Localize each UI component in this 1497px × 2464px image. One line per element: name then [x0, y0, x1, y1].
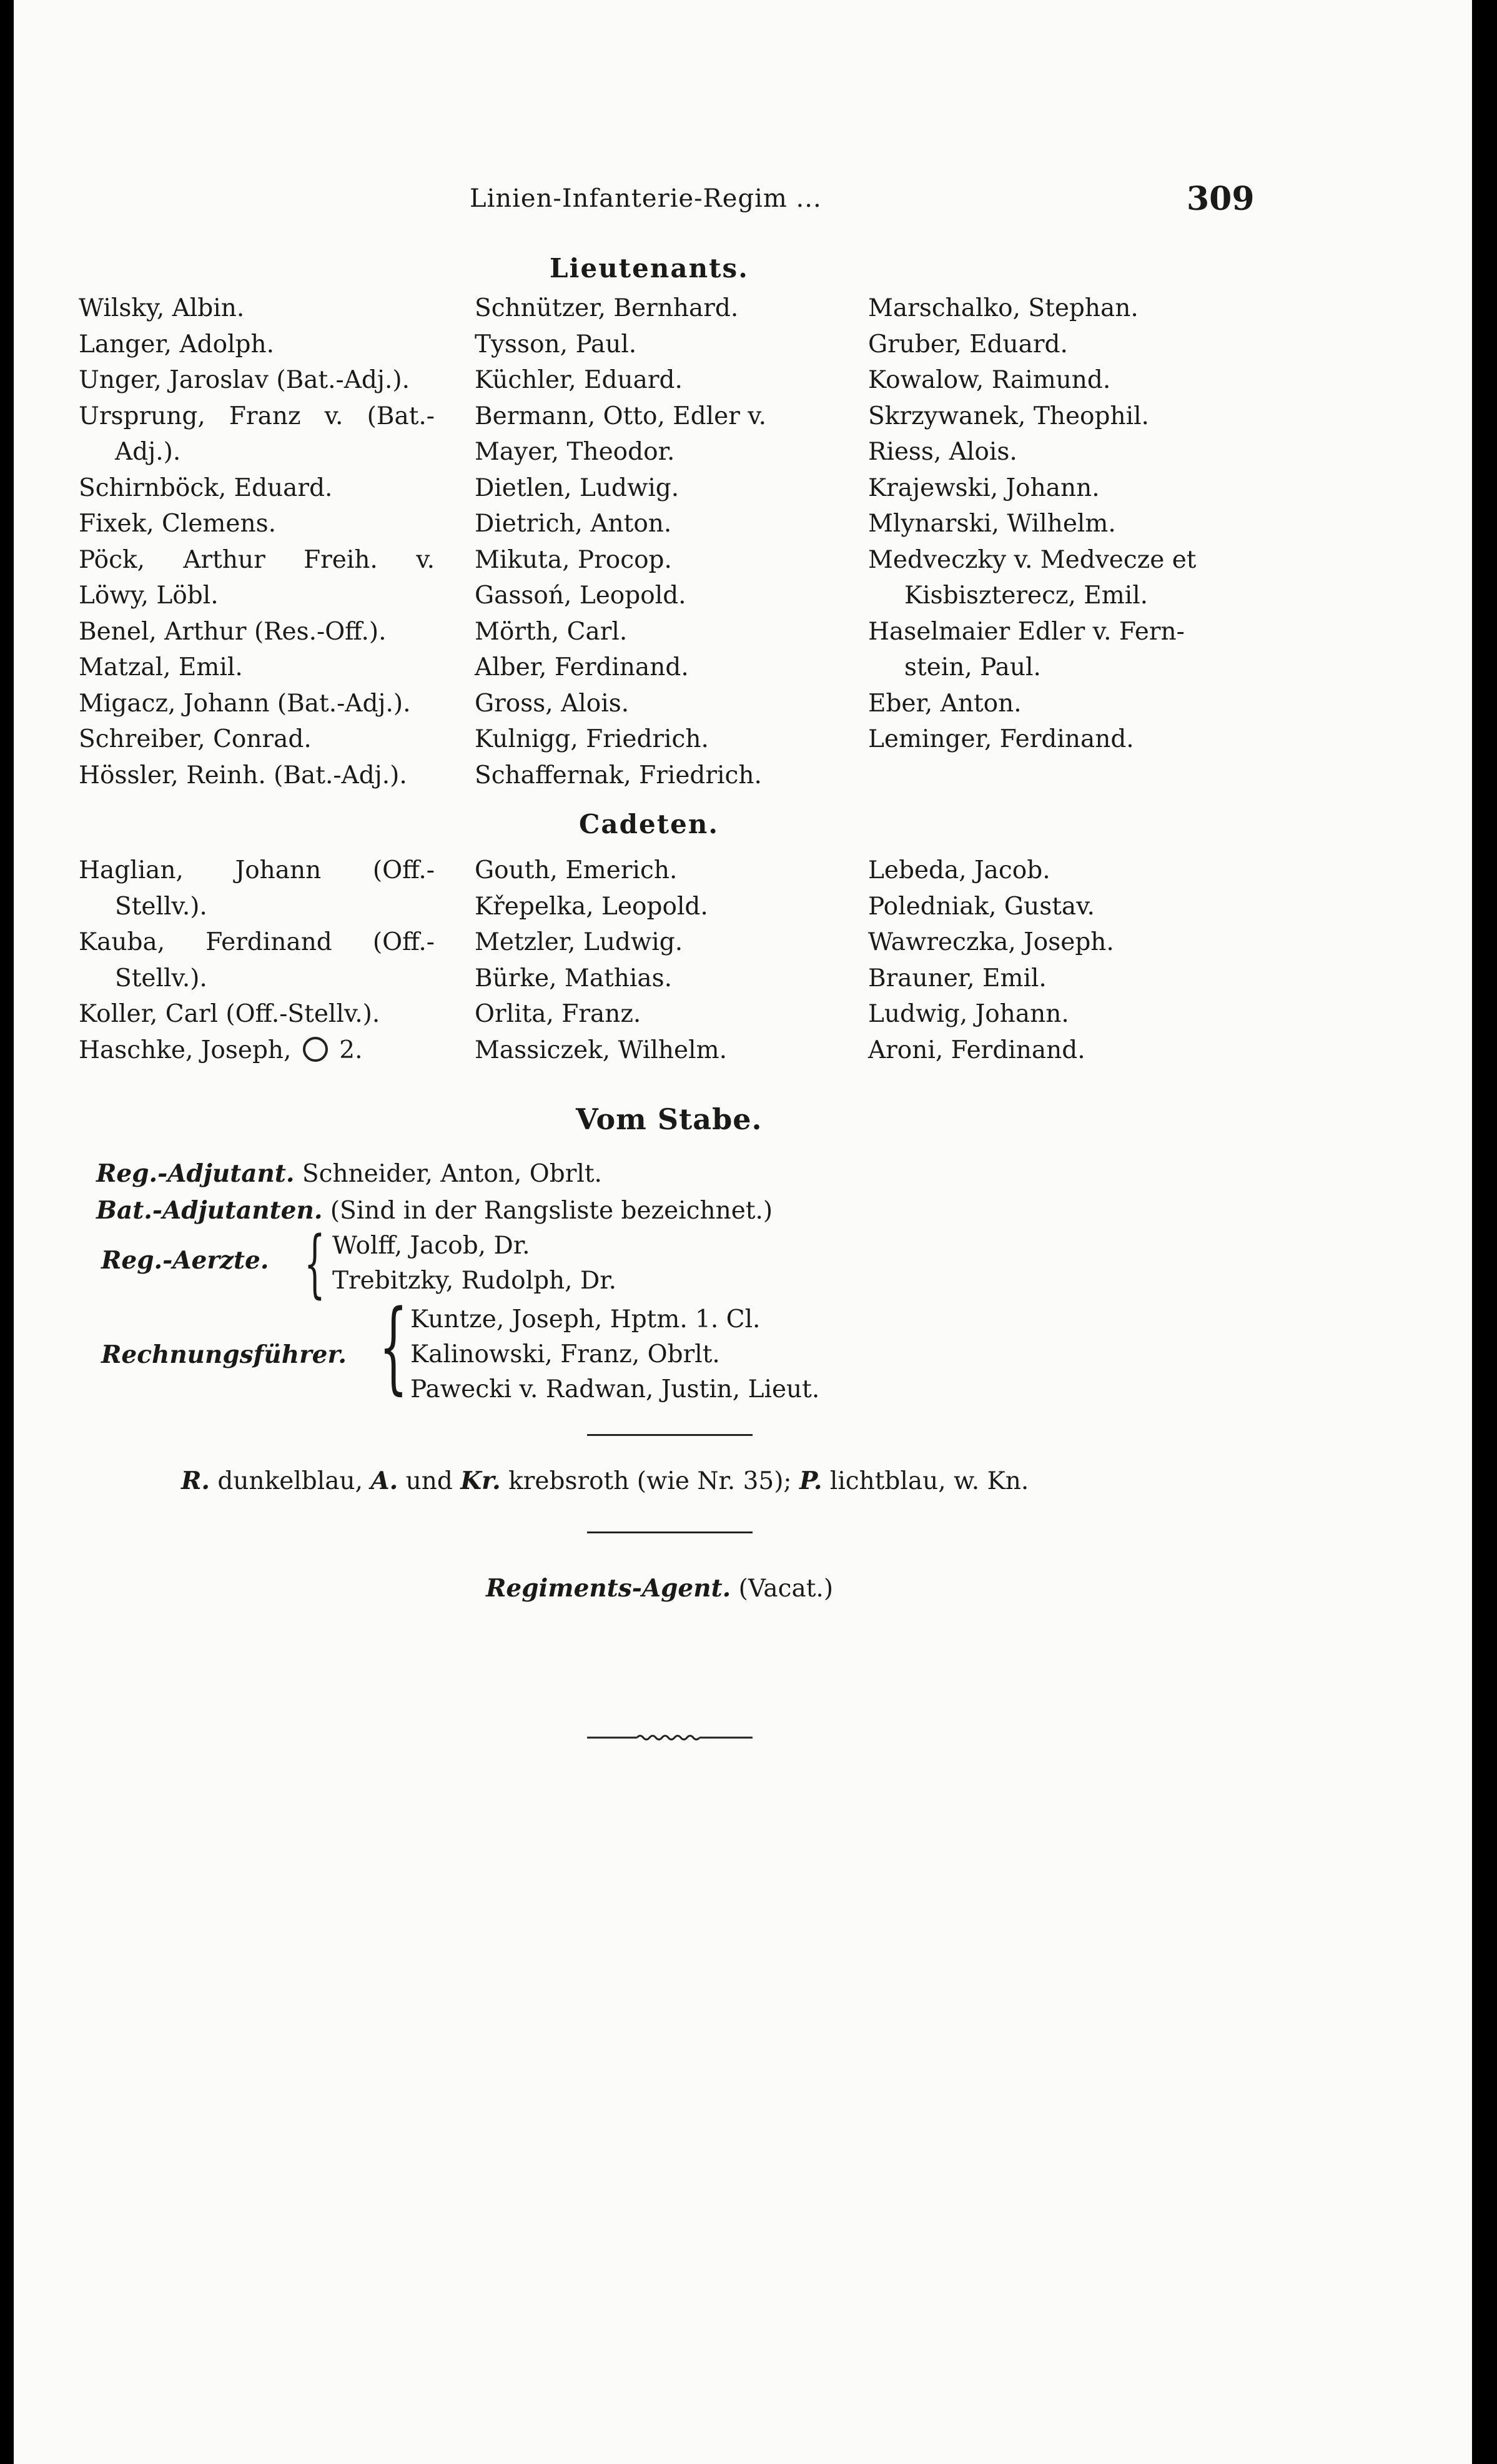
list-item: Mörth, Carl.	[475, 617, 628, 646]
reg-aerzte-line: Wolff, Jacob, Dr.	[332, 1232, 530, 1260]
list-item	[79, 924, 435, 961]
regiments-agent-label: Regiments-Agent.	[486, 1574, 731, 1603]
word: (Off.-	[372, 856, 435, 884]
reg-aerzte-line: Trebitzky, Rudolph, Dr.	[332, 1267, 616, 1295]
bat-adjutanten-line	[96, 1196, 773, 1225]
section-title-lieutenants: Lieutenants.	[550, 253, 749, 284]
list-item: Benel, Arthur (Res.-Off.).	[79, 617, 387, 646]
list-item	[79, 542, 435, 578]
list-item: Langer, Adolph.	[79, 330, 275, 359]
list-item: Mayer, Theodor.	[475, 438, 675, 466]
word: Arthur	[183, 545, 265, 574]
name-text: Haschke, Joseph,	[79, 1036, 292, 1064]
list-item: Kowalow, Raimund.	[868, 366, 1111, 394]
lieutenants-column-1	[79, 290, 435, 793]
text: krebsroth (wie Nr. 35);	[508, 1467, 792, 1495]
cadeten-column-2	[475, 853, 727, 1068]
list-item: Gross, Alois.	[475, 689, 630, 718]
list-item: Bürke, Mathias.	[475, 964, 673, 992]
list-item: Koller, Carl (Off.-Stellv.).	[79, 1000, 380, 1028]
list-item: Kisbiszterecz, Emil.	[904, 581, 1149, 610]
section-title-cadeten: Cadeten.	[579, 809, 719, 839]
list-item: Ludwig, Johann.	[868, 1000, 1069, 1028]
list-item: Brauner, Emil.	[868, 964, 1047, 992]
list-item: Mlynarski, Wilhelm.	[868, 510, 1116, 538]
cadeten-column-3	[868, 853, 1114, 1068]
list-item: Schnützer, Bernhard.	[475, 294, 739, 322]
list-item: Metzler, Ludwig.	[475, 928, 683, 956]
brace-icon: {	[379, 1288, 408, 1405]
list-item: Aroni, Ferdinand.	[868, 1036, 1085, 1064]
list-item: Křepelka, Leopold.	[475, 892, 708, 921]
word: v.	[324, 402, 343, 430]
list-item: Gassoń, Leopold.	[475, 581, 686, 610]
list-item: Schreiber, Conrad.	[79, 725, 312, 753]
list-item: Riess, Alois.	[868, 438, 1017, 466]
reg-adjutant-label: Reg.-Adjutant.	[96, 1159, 295, 1188]
divider	[587, 1531, 753, 1533]
list-item: Stellv.).	[115, 964, 207, 992]
list-item: Orlita, Franz.	[475, 1000, 641, 1028]
word: (Bat.-	[367, 402, 435, 430]
list-item	[79, 398, 435, 435]
list-item: Skrzywanek, Theophil.	[868, 402, 1149, 430]
list-item: Alber, Ferdinand.	[475, 653, 689, 681]
list-item: Massiczek, Wilhelm.	[475, 1036, 727, 1064]
list-item: Gouth, Emerich.	[475, 856, 678, 884]
list-item: Migacz, Johann (Bat.-Adj.).	[79, 689, 411, 718]
bat-adjutanten-label: Bat.-Adjutanten.	[96, 1196, 323, 1225]
list-item: Dietlen, Ludwig.	[475, 473, 679, 502]
list-item: Tysson, Paul.	[475, 330, 637, 359]
regiments-agent-text: (Vacat.)	[738, 1575, 834, 1603]
word: Johann	[235, 856, 322, 884]
list-item: Hössler, Reinh. (Bat.-Adj.).	[79, 761, 407, 789]
list-item: Schirnböck, Eduard.	[79, 473, 333, 502]
list-item: Küchler, Eduard.	[475, 366, 683, 394]
section-title-vom-stabe: Vom Stabe.	[576, 1102, 763, 1136]
word: Freih.	[304, 545, 378, 574]
list-item: Stellv.).	[115, 892, 207, 921]
list-item	[79, 1032, 435, 1069]
abbrev: Kr.	[460, 1467, 501, 1495]
word: Haglian,	[79, 856, 184, 884]
ornament-divider-icon	[587, 1731, 753, 1744]
abbrev: A.	[370, 1467, 398, 1495]
list-item: Wawreczka, Joseph.	[868, 928, 1114, 956]
list-item: Löwy, Löbl.	[79, 581, 219, 610]
list-item: Adj.).	[115, 438, 181, 466]
lieutenants-column-2	[475, 290, 766, 793]
text: und	[405, 1467, 453, 1495]
word: Pöck,	[79, 545, 146, 574]
list-item: Leminger, Ferdinand.	[868, 725, 1134, 753]
word: Ferdinand	[205, 928, 332, 956]
circle-number: 2.	[339, 1036, 363, 1064]
list-item: Krajewski, Johann.	[868, 473, 1100, 502]
bat-adjutanten-text: (Sind in der Rangsliste bezeichnet.)	[330, 1197, 773, 1225]
rechnungsfuehrer-line: Kalinowski, Franz, Obrlt.	[410, 1340, 720, 1368]
list-item	[79, 853, 435, 889]
abbrev: R.	[181, 1467, 210, 1495]
word: Ursprung,	[79, 402, 205, 430]
list-item: Bermann, Otto, Edler v.	[475, 402, 767, 430]
list-item: Medveczky v. Medvecze et	[868, 545, 1197, 574]
word: Franz	[229, 402, 301, 430]
cadeten-column-1	[79, 853, 435, 1068]
divider	[587, 1434, 753, 1436]
rechnungsfuehrer-line: Pawecki v. Radwan, Justin, Lieut.	[410, 1375, 820, 1403]
abbrev: P.	[799, 1467, 823, 1495]
text: dunkelblau,	[217, 1467, 363, 1495]
lieutenants-column-3	[868, 290, 1196, 758]
rechnungsfuehrer-line: Kuntze, Joseph, Hptm. 1. Cl.	[410, 1305, 761, 1333]
word: (Off.-	[372, 928, 435, 956]
list-item: Mikuta, Procop.	[475, 545, 672, 574]
reg-aerzte-label: Reg.-Aerzte.	[101, 1246, 269, 1275]
reg-adjutant-text: Schneider, Anton, Obrlt.	[302, 1160, 602, 1188]
list-item: Wilsky, Albin.	[79, 294, 245, 322]
text: lichtblau, w. Kn.	[829, 1467, 1029, 1495]
uniform-colors-line	[181, 1467, 1029, 1495]
list-item: Fixek, Clemens.	[79, 510, 277, 538]
list-item: Schaffernak, Friedrich.	[475, 761, 762, 789]
page	[14, 0, 1472, 2464]
list-item: Lebeda, Jacob.	[868, 856, 1050, 884]
list-item: Eber, Anton.	[868, 689, 1022, 718]
circle-symbol-icon	[303, 1037, 328, 1062]
brace-icon: {	[304, 1220, 325, 1306]
list-item: Marschalko, Stephan.	[868, 294, 1139, 322]
list-item: Kulnigg, Friedrich.	[475, 725, 709, 753]
rechnungsfuehrer-label: Rechnungsführer.	[101, 1340, 347, 1369]
list-item: stein, Paul.	[904, 653, 1041, 681]
running-title: Linien-Infanterie-Regim ...	[470, 184, 822, 213]
list-item: Dietrich, Anton.	[475, 510, 672, 538]
word: v.	[416, 545, 435, 574]
list-item: Poledniak, Gustav.	[868, 892, 1095, 921]
word: Kauba,	[79, 928, 166, 956]
reg-adjutant-line	[96, 1159, 602, 1188]
regiments-agent-line	[486, 1574, 833, 1603]
page-number: 309	[1187, 180, 1255, 218]
list-item: Unger, Jaroslav (Bat.-Adj.).	[79, 366, 410, 394]
list-item: Haselmaier Edler v. Fern-	[868, 617, 1185, 646]
list-item: Matzal, Emil.	[79, 653, 243, 681]
list-item: Gruber, Eduard.	[868, 330, 1068, 359]
